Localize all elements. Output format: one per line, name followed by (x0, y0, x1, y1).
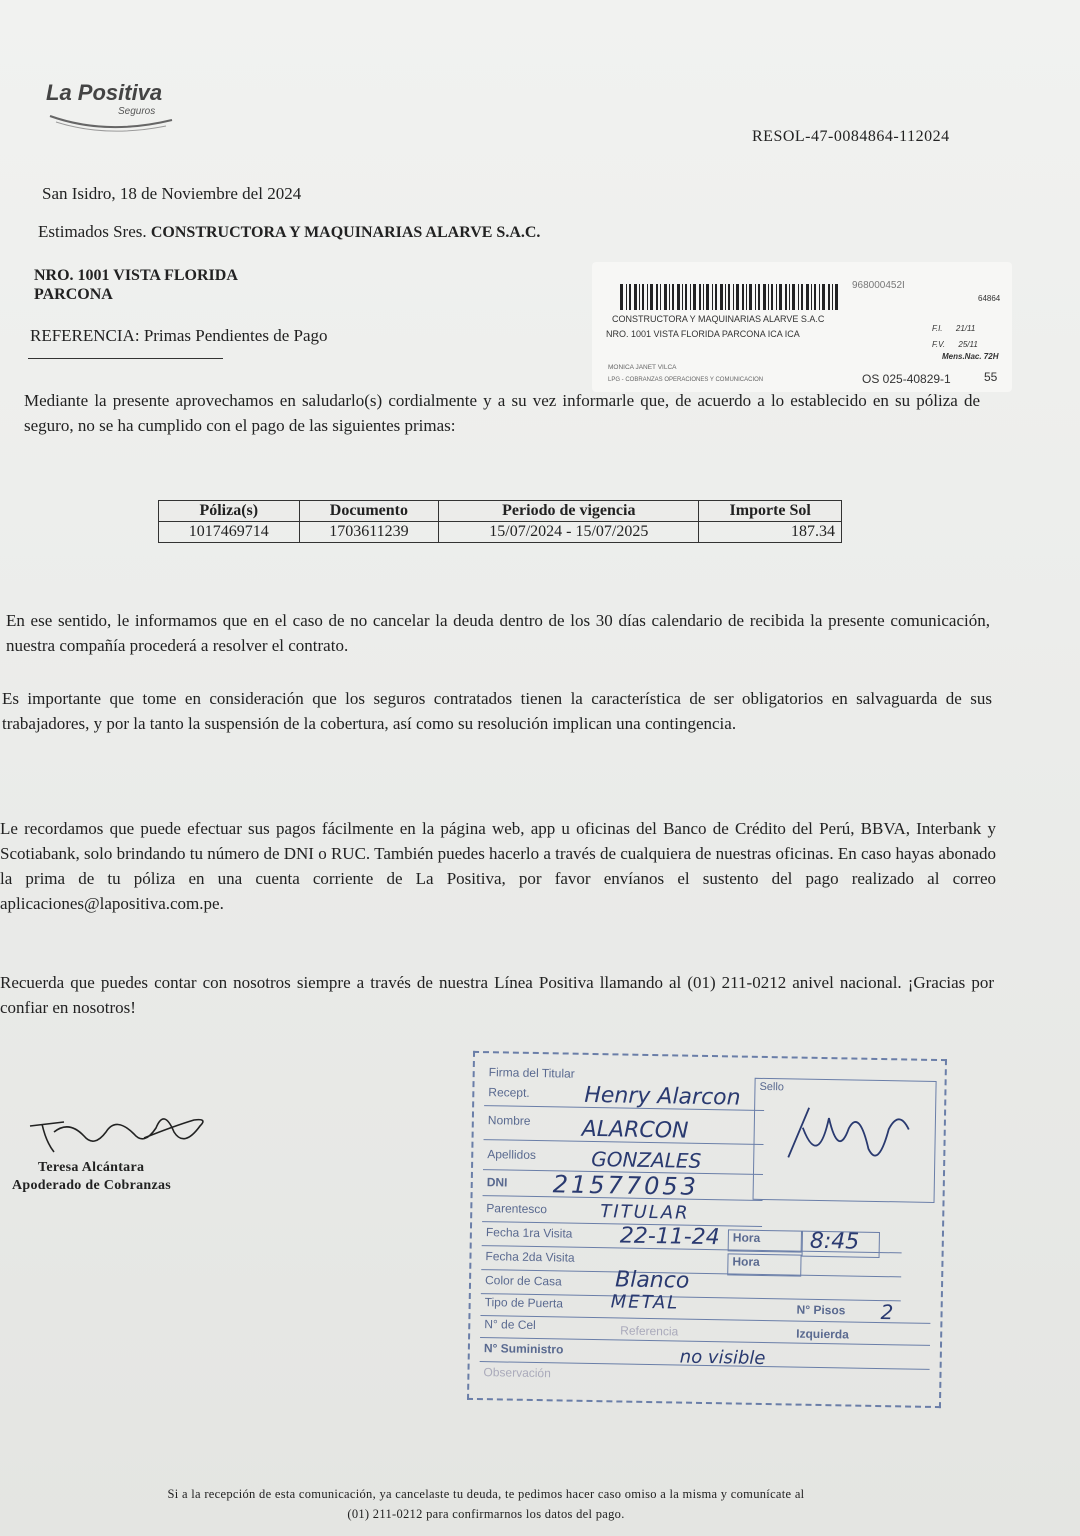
cell-periodo: 15/07/2024 - 15/07/2025 (439, 522, 699, 543)
label-mens: Mens.Nac. 72H (942, 352, 999, 361)
form-label-recept: Recept. (488, 1085, 530, 1100)
barcode-icon (620, 284, 840, 310)
form-label-firma: Firma del Titular (488, 1065, 575, 1081)
form-label-nombre: Nombre (487, 1113, 531, 1128)
hora-box-1 (728, 1229, 802, 1252)
logo-swoosh-icon (46, 110, 176, 134)
referencia (30, 326, 327, 346)
form-label-puerta: Tipo de Puerta (484, 1295, 564, 1311)
hora-label-1: Hora (732, 1230, 761, 1245)
visit-stamp-form (467, 1051, 947, 1408)
hw-puerta: METAL (610, 1291, 680, 1314)
hora-box-2 (727, 1253, 801, 1276)
form-label-fecha2: Fecha 2da Visita (485, 1249, 575, 1265)
recipient-company: CONSTRUCTORA Y MAQUINARIAS ALARVE S.A.C. (150, 224, 541, 241)
hw-fecha1: 22-11-24 (619, 1223, 720, 1251)
form-label-fecha1: Fecha 1ra Visita (485, 1225, 573, 1241)
paragraph-contact: Recuerda que puedes contar con nosotros siempre a través de nuestra Línea Positiva llamando al (01) 211-0212 anivel nacional. ¡Gracias por confiar en nosotros! (0, 973, 994, 1017)
premiums-table (158, 500, 842, 543)
form-label-referencia: Referencia (620, 1323, 679, 1339)
hw-color: Blanco (614, 1267, 690, 1294)
table-header-row (159, 501, 842, 522)
hw-hora1: 8:45 (809, 1228, 860, 1255)
hw-recept: Henry Alarcon (584, 1082, 741, 1111)
referencia-underline (28, 358, 223, 359)
label-dept: LPG - COBRANZAS OPERACIONES Y COMUNICACION (608, 377, 764, 383)
form-label-apellidos: Apellidos (487, 1147, 537, 1163)
footer-line-1: Si a la recepción de esta comunicación, ya cancelaste tu deuda, te pedimos hacer caso omiso a la misma y comunícate al (167, 1487, 805, 1501)
label-fv (932, 340, 978, 349)
paragraph-intro: Mediante la presente aprovechamos en saludarlo(s) cordialmente y a su vez informarle que, de acuerdo a lo establecido en su póliza de seguro, no se ha cumplido con el pago de las siguientes primas: (24, 391, 980, 435)
mailing-label (592, 262, 1012, 392)
form-label-observacion: Observación (483, 1365, 551, 1381)
label-count: 55 (984, 370, 998, 384)
logo-name: La Positiva (46, 80, 163, 105)
address-line-1: NRO. 1001 VISTA FLORIDA (34, 267, 238, 284)
paragraph-deadline: En ese sentido, le informamos que en el caso de no cancelar la deuda dentro de los 30 días calendario de recibida la presente comunicación, nuestra compañía procederá a resolver el contrato. (6, 611, 990, 655)
hora-label-2: Hora (732, 1254, 760, 1269)
recipient-address (34, 266, 238, 304)
referencia-text: Primas Pendientes de Pago (143, 326, 328, 345)
cell-importe: 187.34 (699, 522, 842, 543)
referencia-label: REFERENCIA: (30, 326, 140, 345)
label-person: MONICA JANET VILCA (608, 364, 677, 371)
logo-sub: Seguros (118, 106, 156, 117)
footer-note (106, 1484, 866, 1524)
paragraph-obligatory: Es importante que tome en consideración que los seguros contratados tienen la característica de ser obligatorios en salvaguarda de sus trabajadores, y por la tanto la suspensión de la cobertura, así como su resolución implican una contingencia. (2, 689, 992, 733)
hw-parentesco: TITULAR (600, 1201, 690, 1224)
header-importe: Importe Sol (699, 501, 842, 522)
form-label-dni: DNI (486, 1175, 508, 1190)
label-fi-key: F.I. (932, 324, 943, 333)
signatory-role: Apoderado de Cobranzas (12, 1178, 172, 1193)
form-label-izquierda: Izquierda (796, 1326, 849, 1342)
hw-pisos: 2 (880, 1300, 894, 1325)
label-os: OS 025-40829-1 (862, 372, 951, 386)
form-label-parentesco: Parentesco (486, 1201, 548, 1217)
paragraph-payment: Le recordamos que puede efectuar sus pagos fácilmente en la página web, app u oficinas del Banco de Crédito del Perú, BBVA, Interbank y Scotiabank, solo brindando tu número de DNI o RUC. También puedes hacerlo a través de cualquiera de nuestras oficinas. En caso hayas abonado la prima de tu póliza en una cuenta corriente de La Positiva, por favor envíanos el sustento del pago realizado al correo aplicaciones@lapositiva.com.pe. (0, 819, 997, 913)
cell-documento: 1703611239 (299, 522, 439, 543)
form-label-color: Color de Casa (484, 1273, 562, 1289)
label-code-top: 968000452I (852, 280, 905, 291)
address-line-2: PARCONA (34, 286, 113, 303)
greeting: Estimados Sres. (38, 222, 147, 241)
hw-dni: 21577053 (552, 1170, 700, 1201)
company-logo (46, 80, 186, 140)
reference-code: RESOL-47-0084864-112024 (752, 128, 950, 145)
label-company: CONSTRUCTORA Y MAQUINARIAS ALARVE S.A.C (612, 314, 825, 324)
cell-poliza: 1017469714 (159, 522, 300, 543)
header-poliza: Póliza(s) (159, 501, 300, 522)
footer-line-2: (01) 211-0212 para confirmarnos los datos del pago. (347, 1507, 625, 1521)
table-row (159, 522, 842, 543)
signature-icon (24, 1092, 214, 1162)
seal-box (753, 1078, 937, 1203)
form-label-pisos: N° Pisos (796, 1302, 846, 1318)
seal-label: Sello (759, 1080, 785, 1094)
seal-signature-icon (768, 1097, 920, 1190)
hw-suministro: no visible (679, 1346, 766, 1370)
hw-nombre: ALARCON (581, 1116, 689, 1144)
form-label-suministro: N° Suministro (483, 1341, 564, 1357)
date-line: San Isidro, 18 de Noviembre del 2024 (42, 184, 302, 203)
signatory-name: Teresa Alcántara (38, 1160, 145, 1175)
form-line (480, 1315, 930, 1324)
recipient-line (38, 222, 540, 242)
label-fi-value: 21/11 (955, 324, 976, 333)
label-fv-value: 25/11 (958, 340, 978, 349)
label-address: NRO. 1001 VISTA FLORIDA PARCONA ICA ICA (606, 329, 800, 339)
label-fi (932, 324, 975, 333)
label-fv-key: F.V. (932, 340, 946, 349)
header-documento: Documento (299, 501, 439, 522)
header-periodo: Periodo de vigencia (439, 501, 699, 522)
form-label-cel: N° de Cel (484, 1317, 536, 1333)
hw-apellidos: GONZALES (591, 1146, 702, 1173)
label-num: 64864 (978, 294, 1001, 303)
